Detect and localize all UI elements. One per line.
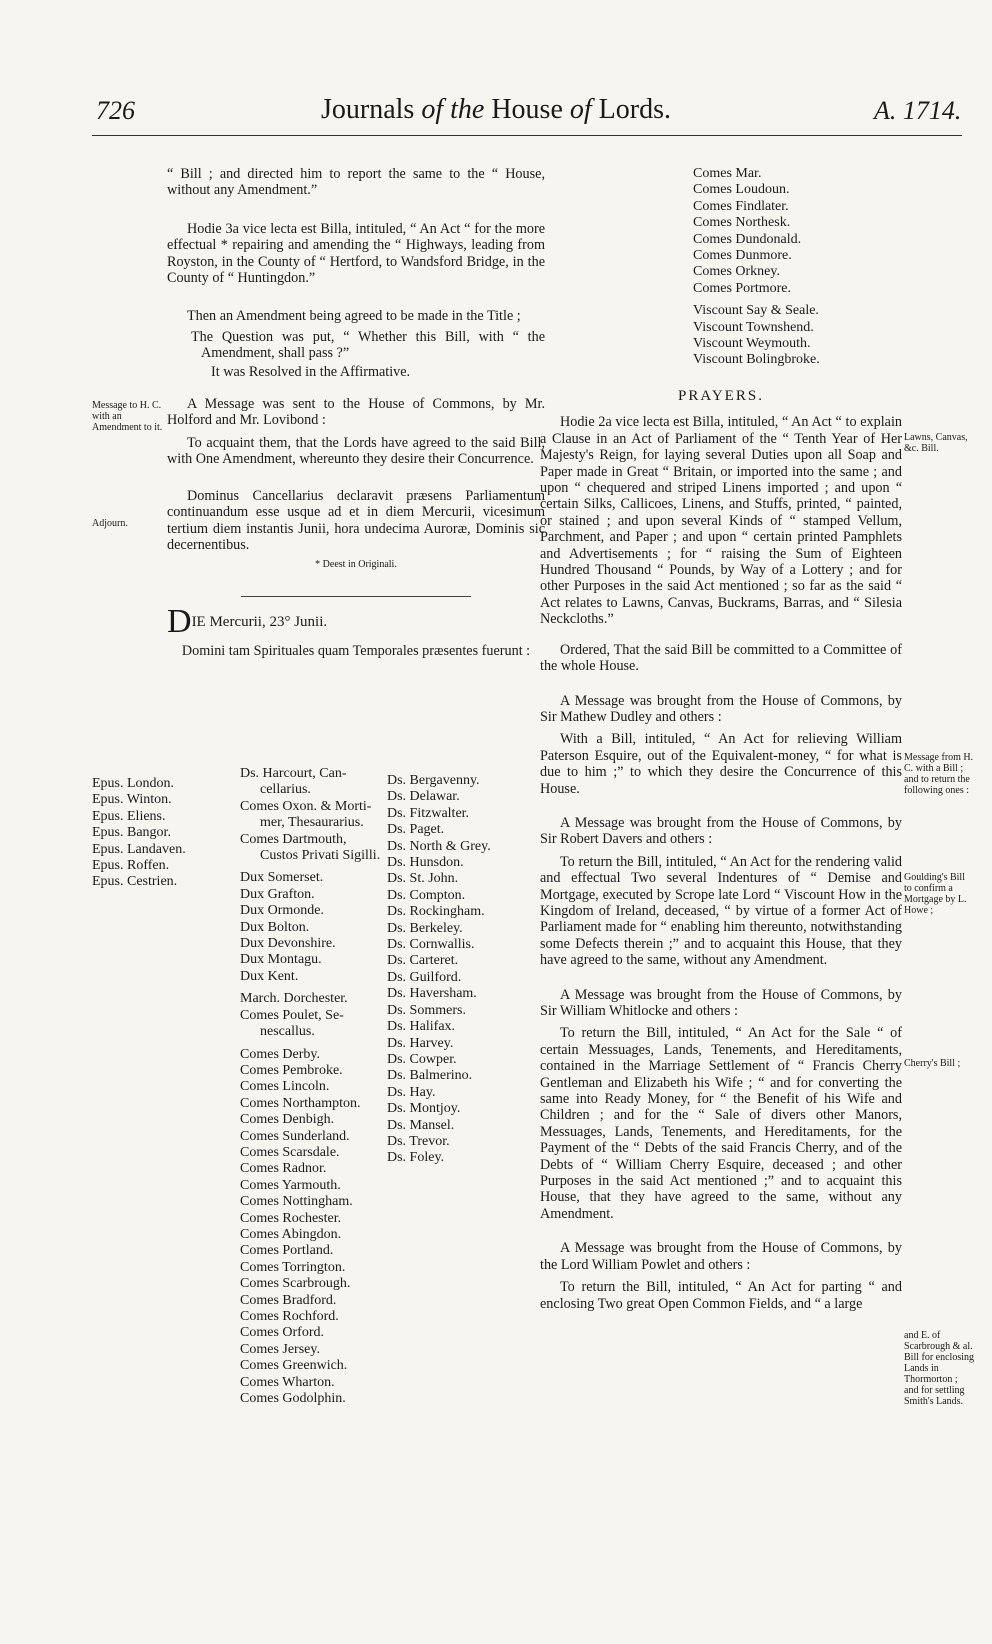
margin-note-lawns: Lawns, Canvas, &c. Bill. — [904, 432, 968, 454]
list-item: nescallus. — [260, 1024, 315, 1040]
list-item: Comes Nottingham. — [240, 1194, 353, 1210]
margin-note-message: Message to H. C. with an Amendment to it. — [92, 400, 163, 433]
list-item: Viscount Townshend. — [693, 319, 814, 335]
list-item: Comes Mar. — [693, 166, 762, 181]
list-item: Comes Godolphin. — [240, 1391, 346, 1407]
list-item: Comes Loudoun. — [693, 182, 790, 198]
running-title — [0, 94, 992, 126]
list-item: Ds. Foley. — [387, 1150, 445, 1166]
list-item: Ds. Cowper. — [387, 1051, 457, 1067]
scots-earls-viscounts-list — [693, 166, 820, 369]
list-item: mer, Thesaurarius. — [260, 815, 364, 831]
title-part-3: House — [484, 94, 570, 125]
officers-dukes-earls-list — [240, 766, 380, 1407]
para-royston-bill: Hodie 3a vice lecta est Billa, intituled, “ An Act “ for the more effectual * repairing and amending the “ Highways, leading from Royston, in the County of “ Hertford, to Wandsford Bridge, in the County of “ Huntingdon.” — [167, 220, 545, 287]
title-part-4: of — [569, 94, 592, 125]
list-item: Comes Scarbrough. — [240, 1276, 351, 1292]
list-item: Ds. Carteret. — [387, 953, 459, 969]
list-item: Comes Dartmouth, — [240, 831, 347, 847]
para-acquaint: To acquaint them, that the Lords have agreed to the said Bill, with One Amendment, whereunto they desire their Concurrence. — [167, 434, 545, 468]
list-item: Comes Rochford. — [240, 1309, 339, 1324]
list-item: Ds. Haversham. — [387, 986, 477, 1002]
list-item: Ds. Mansel. — [387, 1117, 455, 1133]
list-item: cellarius. — [260, 782, 311, 798]
list-item: Ds. North & Grey. — [387, 838, 491, 854]
list-item: Epus. Cestrien. — [92, 874, 178, 890]
list-item: Viscount Say & Seale. — [693, 303, 819, 319]
list-item: Comes Jersey. — [240, 1341, 320, 1357]
para-message-sent: A Message was sent to the House of Commons, by Mr. Holford and Mr. Lovibond : — [167, 396, 545, 429]
para-paterson-bill: With a Bill, intituled, “ An Act for relieving William Paterson Esquire, out of the Equivalent-money, “ for what is due to him ;” to which they desire the Concurrence of this House. — [540, 731, 902, 797]
list-item: Ds. Montjoy. — [387, 1101, 461, 1117]
list-item: Ds. Trevor. — [387, 1133, 450, 1149]
list-item: Comes Pembroke. — [240, 1062, 343, 1078]
list-item: Comes Lincoln. — [240, 1079, 330, 1095]
list-item: Ds. Halifax. — [387, 1019, 456, 1035]
list-item: Ds. St. John. — [387, 871, 459, 887]
list-item: Ds. Hunsdon. — [387, 855, 464, 871]
list-item: Epus. Bangor. — [92, 825, 171, 841]
list-item: Comes Sunderland. — [240, 1128, 350, 1144]
list-item: Ds. Paget. — [387, 822, 445, 838]
list-item: Ds. Berkeley. — [387, 920, 463, 936]
list-item: Comes Greenwich. — [240, 1358, 348, 1374]
right-column — [540, 388, 902, 1312]
para-how-bill: To return the Bill, intituled, “ An Act for the rendering valid and effectual Two several Indentures of “ Demise and Mortgage, executed by Scrope late Lord “ Viscount How in the Kingdom of Ireland, deceased, “ by virtue of a former Act of Parliament made for “ enabling him thereunto, notwithstanding some Defects therein ;” and to acquaint this House, that they have agreed to the same, without any Amendment. — [540, 853, 902, 969]
list-item: Viscount Weymouth. — [693, 336, 811, 352]
list-item: Ds. Rockingham. — [387, 904, 485, 920]
para-report: “ Bill ; and directed him to report the same to the “ House, without any Amendment.” — [167, 166, 545, 199]
para-ordered: Ordered, That the said Bill be committed to a Committee of the whole House. — [540, 641, 902, 675]
present-lords-heading: Domini tam Spirituales quam Temporales præsentes fuerunt : — [181, 642, 531, 659]
title-part-5: Lords. — [591, 94, 671, 125]
para-amendment: Then an Amendment being agreed to be made in the Title ; — [187, 308, 521, 325]
list-item: Ds. Delawar. — [387, 789, 460, 805]
list-item: Ds. Harcourt, Can- — [240, 766, 347, 781]
list-item: Comes Scarsdale. — [240, 1144, 340, 1160]
left-column — [167, 166, 545, 673]
list-item: Ds. Sommers. — [387, 1002, 466, 1018]
para-message-davers: A Message was brought from the House of Commons, by Sir Robert Davers and others : — [540, 814, 902, 848]
list-item: Viscount Bolingbroke. — [693, 352, 820, 368]
list-item: Ds. Compton. — [387, 887, 466, 903]
list-item: Comes Portmore. — [693, 280, 791, 296]
margin-note-adjourn: Adjourn. — [92, 518, 128, 529]
list-item: Dux Bolton. — [240, 919, 310, 935]
para-message-powlet: A Message was brought from the House of Commons, by the Lord William Powlet and others : — [540, 1240, 902, 1273]
day-heading — [167, 602, 545, 640]
list-item: Comes Orford. — [240, 1325, 324, 1341]
title-part-1: Journals — [321, 94, 422, 125]
list-item: Ds. Hay. — [387, 1084, 436, 1100]
list-item: Comes Dundonald. — [693, 231, 802, 247]
list-item: Ds. Balmerino. — [387, 1068, 473, 1084]
footnote: * Deest in Originali. — [315, 559, 397, 571]
day-initial: D — [167, 602, 192, 640]
para-question: The Question was put, “ Whether this Bill, with “ the Amendment, shall pass ?” — [191, 328, 545, 362]
list-item: March. Dorchester. — [240, 991, 348, 1007]
list-item: Dux Grafton. — [240, 886, 315, 902]
page-header — [0, 88, 992, 128]
list-item: Comes Derby. — [240, 1046, 320, 1062]
list-item: Comes Yarmouth. — [240, 1177, 341, 1193]
para-enclosure-bill: To return the Bill, intituled, “ An Act for parting “ and enclosing Two great Open Common Fields, and “ a large — [540, 1279, 902, 1312]
list-item: Comes Poulet, Se- — [240, 1007, 344, 1023]
list-item: Epus. Eliens. — [92, 808, 166, 824]
list-item: Comes Denbigh. — [240, 1112, 335, 1128]
margin-note-cherry: Cherry's Bill ; — [904, 1058, 961, 1069]
list-item: Dux Devonshire. — [240, 936, 336, 952]
list-item: Comes Bradford. — [240, 1292, 337, 1308]
list-item: Epus. Roffen. — [92, 858, 170, 874]
para-adjourn: Dominus Cancellarius declaravit præsens Parliamentum continuandum esse usque ad et in diem Mercurii, vicesimum tertium diem instantis Junii, hora undecima Auroræ, Dominis sic decernentibus. — [167, 487, 545, 553]
para-lawns-bill: Hodie 2a vice lecta est Billa, intituled, “ An Act “ to explain a Clause in an Act of Parliament of the “ Tenth Year of Her Majesty's Reign, for laying several Duties upon all Soap and Paper made in Great “ Britain, or imported into the same ; and upon “ chequered and striped Linens imported ; and upon “ certain Silks, Callicoes, Linens, and Stuffs, printed, “ painted, or stained ; and upon several Kinds of “ stamped Vellum, Parchment, and Paper ; and upon “ certain printed Pamphlets and Advertisements ; for “ raising the Sum of Eighteen Hundred Thousand “ Pounds, by Way of a Lottery ; and for other Purposes in the said Act mentioned ; so far as the said “ Act relates to Lawns, Canvas, Buckrams, Barras, and “ Silesia Neckcloths.” — [540, 414, 902, 628]
list-item: Dux Kent. — [240, 968, 299, 984]
list-item: Dux Montagu. — [240, 952, 322, 968]
page-number: 726 — [96, 96, 135, 125]
list-item: Epus. Winton. — [92, 792, 172, 808]
barons-list — [387, 773, 491, 1167]
para-resolved: It was Resolved in the Affirmative. — [211, 363, 411, 380]
list-item: Comes Rochester. — [240, 1210, 342, 1226]
margin-note-message-from-hc: Message from H. C. with a Bill ; and to return the following ones : — [904, 752, 974, 796]
para-cherry-bill: To return the Bill, intituled, “ An Act for the Sale “ of certain Messuages, Lands, Tenements, and Hereditaments, contained in the Marriage Settlement of “ Francis Cherry Gentleman and Elizabeth his Wife ; “ and for converting the same into Ready Money, for “ the Benefit of his Wife and Children ; and for the “ Sale of divers other Manors, Messuages, Lands, Tenements, and Hereditaments, for the Payment of the “ Debts of the said Francis Cherry, and of the Debts of “ William Cherry Esquire, deceased ; and other Purposes in the said Act mentioned ;” and to acquaint this House, that they have agreed to the same, without any Amendment. — [540, 1025, 902, 1222]
list-item: Ds. Bergavenny. — [387, 773, 480, 788]
prayers-heading: PRAYERS. — [678, 388, 764, 404]
list-item: Dux Somerset. — [240, 870, 324, 886]
list-item: Comes Torrington. — [240, 1259, 346, 1275]
day-heading-text: IE Mercurii, 23° Junii. — [191, 613, 328, 630]
list-item: Comes Dunmore. — [693, 248, 792, 264]
list-item: Epus. Landaven. — [92, 841, 186, 857]
list-item: Comes Abingdon. — [240, 1226, 342, 1242]
para-message-dudley: A Message was brought from the House of Commons, by Sir Mathew Dudley and others : — [540, 692, 902, 725]
bishops-list — [92, 776, 186, 891]
section-rule — [241, 596, 471, 597]
page-year: A. 1714. — [874, 96, 962, 125]
header-rule — [92, 135, 962, 136]
list-item: Comes Portland. — [240, 1243, 334, 1259]
list-item: Comes Northesk. — [693, 215, 791, 231]
list-item: Comes Radnor. — [240, 1161, 327, 1177]
list-item: Epus. London. — [92, 776, 175, 791]
para-message-whitlocke: A Message was brought from the House of Commons, by Sir William Whitlocke and others : — [540, 986, 902, 1019]
title-part-2: of the — [421, 94, 485, 125]
list-item: Ds. Cornwallis. — [387, 937, 475, 953]
margin-note-goulding: Goulding's Bill to confirm a Mortgage by L. Howe ; — [904, 872, 967, 916]
list-item: Ds. Harvey. — [387, 1035, 454, 1051]
list-item: Comes Wharton. — [240, 1374, 335, 1390]
list-item: Comes Findlater. — [693, 198, 789, 214]
list-item: Custos Privati Sigilli. — [260, 848, 381, 864]
list-item: Comes Northampton. — [240, 1095, 361, 1111]
list-item: Ds. Guilford. — [387, 969, 462, 985]
list-item: Comes Oxon. & Morti- — [240, 798, 372, 814]
margin-note-scarbrough: and E. of Scarbrough & al. Bill for enclosing Lands in Thormorton ; and for settling Smith's Lands. — [904, 1330, 974, 1407]
list-item: Dux Ormonde. — [240, 903, 324, 919]
list-item: Comes Orkney. — [693, 264, 780, 280]
list-item: Ds. Fitzwalter. — [387, 805, 470, 821]
